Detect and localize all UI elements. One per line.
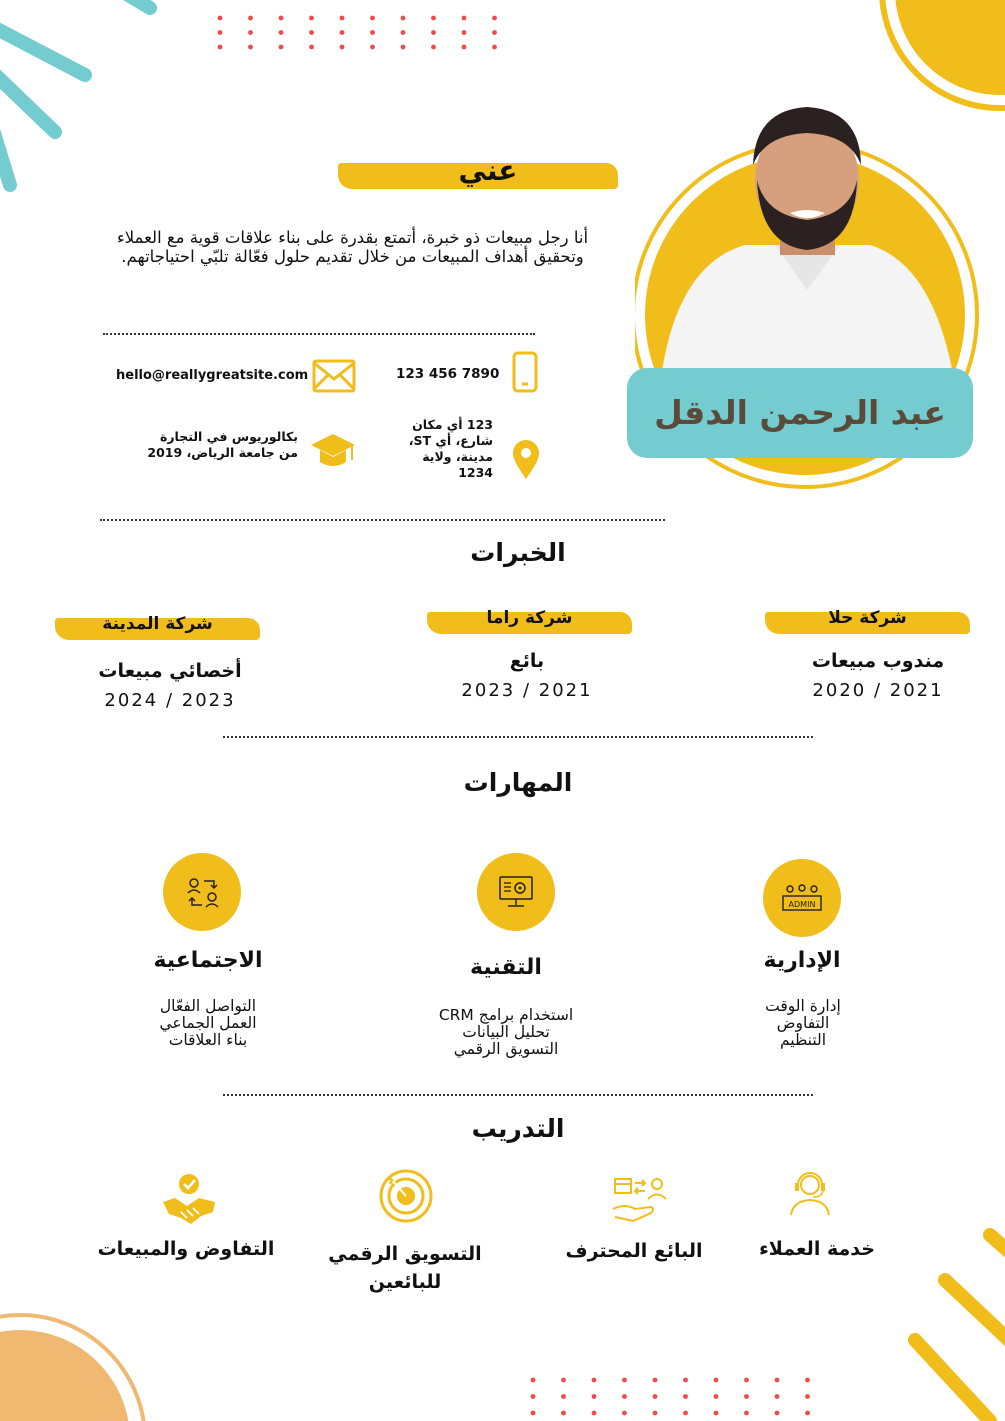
decor-dot <box>309 16 314 21</box>
skills-heading: المهارات <box>463 768 573 797</box>
decor-dot <box>744 1378 749 1383</box>
job-3-company: شركة المدينة <box>102 614 213 634</box>
decor-dot <box>714 1394 719 1399</box>
education-text: بكالوريوس في التجارة من جامعة الرياض، 2019 <box>147 429 298 460</box>
decor-dot <box>683 1378 688 1383</box>
skill-tech-list <box>386 1007 626 1058</box>
decor-dot <box>653 1378 658 1383</box>
dot-grid-top <box>218 16 497 50</box>
decor-dot <box>805 1394 810 1399</box>
decor-dot <box>714 1411 719 1416</box>
decor-dot <box>775 1394 780 1399</box>
admin-badge-text: ADMIN <box>788 900 816 909</box>
decor-dot <box>492 30 497 35</box>
decor-dot <box>370 45 375 50</box>
skill-tech-item-2: تحليل البيانات <box>462 1023 550 1041</box>
decor-dot <box>775 1411 780 1416</box>
decor-dot <box>309 30 314 35</box>
decor-dot <box>340 16 345 21</box>
decor-dot <box>531 1394 536 1399</box>
decor-dot <box>561 1394 566 1399</box>
decor-dot <box>248 45 253 50</box>
decor-dot <box>309 45 314 50</box>
decor-dot <box>653 1394 658 1399</box>
decor-dot <box>401 30 406 35</box>
skill-social-badge <box>163 853 241 931</box>
skill-social-item-1: التواصل الفعّال <box>159 997 257 1015</box>
graduation-cap-icon <box>310 432 356 472</box>
decor-dot <box>462 45 467 50</box>
training-item-2-label: البائع المحترف <box>565 1240 703 1262</box>
decor-dot <box>622 1378 627 1383</box>
dot-grid-bottom <box>531 1378 810 1416</box>
job-2-title: بائع <box>509 650 545 672</box>
location-pin-icon <box>512 440 540 480</box>
name-banner <box>627 368 973 458</box>
target-icon <box>378 1168 434 1224</box>
skill-tech-title: التقنية <box>470 955 542 980</box>
job-3-title: أخصائي مبيعات <box>98 660 242 682</box>
decor-dot <box>279 16 284 21</box>
monitor-gear-icon <box>498 875 534 909</box>
decor-dot <box>370 30 375 35</box>
skill-social-title: الاجتماعية <box>153 948 263 973</box>
handshake-icon <box>161 1172 217 1228</box>
decor-dot <box>431 30 436 35</box>
training-item-1-label: خدمة العملاء <box>759 1238 875 1260</box>
decor-dot <box>279 30 284 35</box>
skill-social-list <box>88 998 328 1049</box>
envelope-icon <box>312 359 356 393</box>
admin-team-icon <box>782 883 822 913</box>
headset-agent-icon <box>788 1170 832 1216</box>
skill-admin-badge <box>763 859 841 937</box>
decor-dot <box>561 1378 566 1383</box>
decor-dot <box>531 1378 536 1383</box>
skill-tech-item-1: استخدام برامج CRM <box>438 1006 574 1024</box>
yellow-circle-top-right <box>895 0 1005 95</box>
decor-dot <box>744 1411 749 1416</box>
about-text: أنا رجل مبيعات ذو خبرة، أتمتع بقدرة على بناء علاقات قوية مع العملاء وتحقيق أهداف المبيعات من خلال تقديم حلول فعّالة تلبّي احتياجاتهم. <box>116 228 589 266</box>
decor-dot <box>714 1378 719 1383</box>
skill-admin-item-3: التنظيم <box>779 1031 827 1049</box>
skill-admin-item-1: إدارة الوقت <box>765 997 841 1015</box>
job-2-company: شركة راما <box>486 608 573 628</box>
divider-2 <box>100 519 665 521</box>
decor-dot <box>775 1378 780 1383</box>
job-1-title: مندوب مبيعات <box>811 650 945 672</box>
address-text: 123 أي مكان شارع، أي ST، مدينة، ولاية 1234 <box>408 417 493 480</box>
decor-dot <box>492 16 497 21</box>
decor-dot <box>592 1394 597 1399</box>
person-name: عبد الرحمن الدقل <box>654 393 946 432</box>
decor-dot <box>683 1394 688 1399</box>
decor-dot <box>462 30 467 35</box>
decor-dot <box>218 16 223 21</box>
decor-dot <box>592 1411 597 1416</box>
decor-dot <box>248 30 253 35</box>
skill-tech-badge <box>477 853 555 931</box>
skill-admin-list <box>683 998 923 1049</box>
job-1-years: 2021 / 2020 <box>812 680 944 701</box>
job-1-company: شركة حلا <box>828 608 907 628</box>
decor-dot <box>744 1394 749 1399</box>
job-3-years: 2023 / 2024 <box>104 690 236 711</box>
decor-dot <box>622 1394 627 1399</box>
phone-text: 123 456 7890 <box>396 366 500 382</box>
skill-admin-title: الإدارية <box>763 948 841 973</box>
decor-dot <box>492 45 497 50</box>
training-heading: التدريب <box>471 1114 565 1143</box>
decor-dot <box>279 45 284 50</box>
skill-admin-item-2: التفاوض <box>776 1014 830 1032</box>
skill-social-item-3: بناء العلاقات <box>168 1031 248 1049</box>
decor-dot <box>431 16 436 21</box>
teal-stripes-top-left <box>0 0 150 185</box>
peach-circle-bottom-left <box>0 1330 130 1421</box>
experience-heading: الخبرات <box>470 538 566 567</box>
decor-dot <box>370 16 375 21</box>
decor-dot <box>462 16 467 21</box>
decor-dot <box>218 30 223 35</box>
decor-dot <box>653 1411 658 1416</box>
decor-dot <box>218 45 223 50</box>
divider-1 <box>103 333 535 335</box>
decor-dot <box>531 1411 536 1416</box>
yellow-stripes-bottom-right <box>915 1235 1005 1421</box>
decor-dot <box>401 16 406 21</box>
decor-dot <box>340 30 345 35</box>
decor-dot <box>340 45 345 50</box>
decor-dot <box>805 1378 810 1383</box>
package-exchange-icon <box>611 1175 671 1223</box>
about-heading: عني <box>458 154 518 187</box>
person-photo <box>635 85 980 385</box>
decor-dot <box>622 1411 627 1416</box>
phone-icon <box>512 351 538 393</box>
people-exchange-icon <box>186 876 220 910</box>
decor-dot <box>592 1378 597 1383</box>
divider-3 <box>223 736 813 738</box>
email-text: hello@reallygreatsite.com <box>116 368 309 383</box>
skill-tech-item-3: التسويق الرقمي <box>453 1040 559 1058</box>
decor-dot <box>248 16 253 21</box>
divider-4 <box>223 1094 813 1096</box>
decor-dot <box>683 1411 688 1416</box>
decor-dot <box>561 1411 566 1416</box>
training-item-4-label: التفاوض والمبيعات <box>97 1238 275 1260</box>
decor-dot <box>431 45 436 50</box>
job-2-years: 2021 / 2023 <box>461 680 593 701</box>
decor-dot <box>401 45 406 50</box>
skill-social-item-2: العمل الجماعي <box>159 1014 257 1032</box>
training-item-3-label: التسويق الرقمي للبائعين <box>328 1243 482 1293</box>
decor-dot <box>805 1411 810 1416</box>
